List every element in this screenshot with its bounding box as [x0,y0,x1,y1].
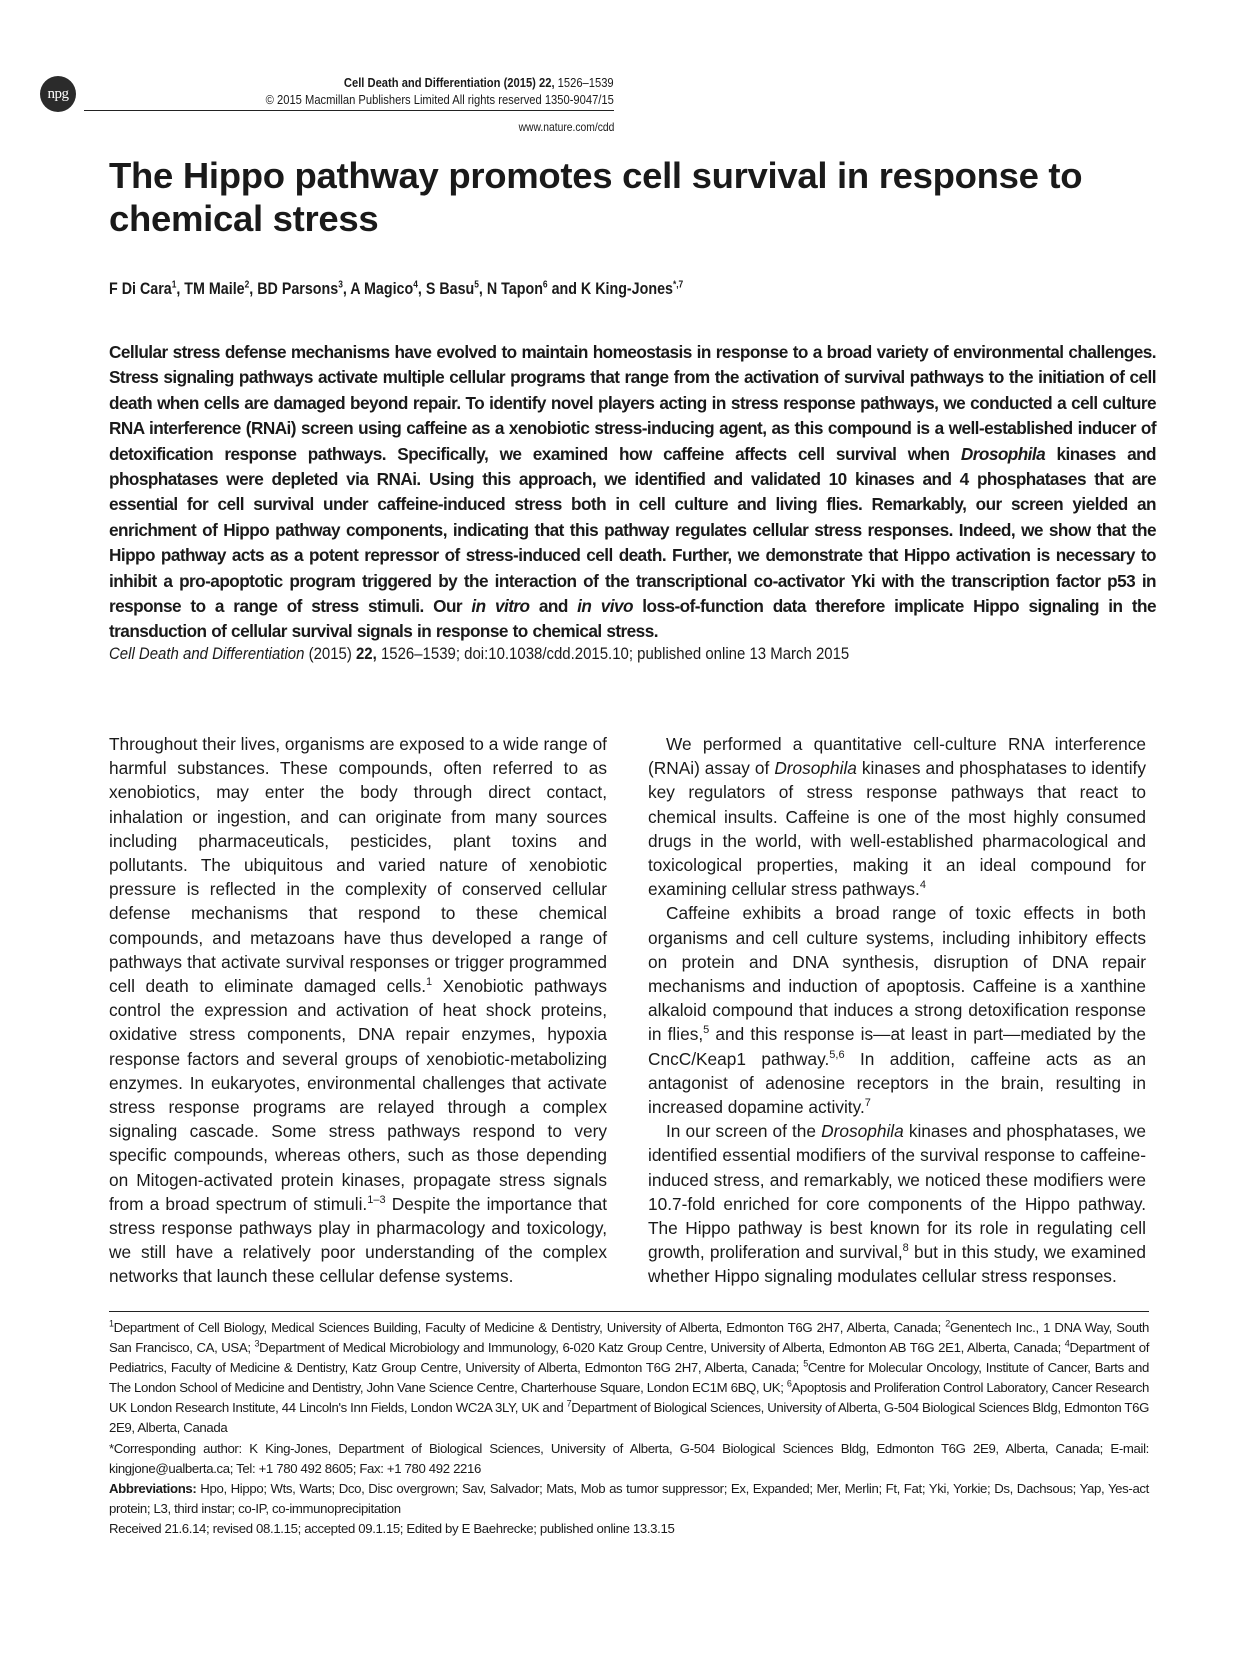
affiliation-number: 6 [786,1378,792,1389]
body-column-left [109,732,607,1289]
article-title: The Hippo pathway promotes cell survival in response to chemical stress [109,155,1083,239]
author-affiliation-mark: 5 [474,279,479,291]
affiliation-text: Department of Biological Sciences, University of Alberta, G-504 Biological Sciences Bldg, Edmonton T6G 2E9, Alberta, Canada [109,1400,1149,1436]
author: A Magico [350,279,414,298]
affiliation-text: Genentech Inc., 1 DNA Way, South San Francisco, CA, USA; [109,1320,1149,1356]
affiliation-number: 7 [566,1398,572,1409]
body-paragraph: Caffeine exhibits a broad range of toxic effects in both organisms and cell culture systems, including inhibitory effects on protein and DNA synthesis, disruption of DNA repair mechanisms and induction of apoptosis. Caffeine is a xanthine alkaloid compound that induces a strong detoxification response in flies,$^5$ and this response is—at least in part—mediated by the CncC/Keap1 pathway.$^{5,6}$ In addition, caffeine acts as an antagonist of adenosine receptors in the brain, resulting in increased dopamine activity.$^7$ [648,903,1146,1118]
body-paragraph: In our screen of the Drosophila kinases and phosphatases, we identified essential modifiers of the survival response to caffeine-induced stress, and remarkably, we noticed these modifiers were 10.7-fold enriched for core components of the Hippo pathway. The Hippo pathway is best known for its role in regulating cell growth, proliferation and survival,$^8$ but in this study, we examined whether Hippo signaling modulates cellular stress responses. [648,1121,1147,1287]
author-affiliation-mark: 2 [244,279,250,291]
journal-volume: 22, [539,75,555,90]
corresponding-author: *Corresponding author: K King-Jones, Department of Biological Sciences, University of Alberta, G-504 Biological Sciences Bldg, Edmonton T6G 2E9, Alberta, Canada; E-mail: kingjone@ualberta.ca; Tel: +1 780 492 8605; Fax: +1 780 492 2216 [109,1440,1149,1476]
journal-citation-line [160,74,614,91]
header-rule [84,110,614,111]
body-paragraph: We performed a quantitative cell-culture RNA interference (RNAi) assay of Drosophila kinases and phosphatases to identify key regulators of stress response pathways that react to chemical insults. Caffeine is one of the most highly consumed drugs in the world, with well-established pharmacological and toxicological properties, making it an ideal compound for examining cellular stress pathways.$^4$ [648,734,1146,900]
author-affiliation-mark: 3 [338,279,343,291]
journal-copyright: © 2015 Macmillan Publishers Limited All rights reserved 1350-9047/15 [265,92,614,107]
author: BD Parsons [257,279,339,298]
affiliation-number: 4 [1064,1338,1070,1349]
abbreviations: Abbreviations: Hpo, Hippo; Wts, Warts; Dco, Disc overgrown; Sav, Salvador; Mats, Mob as tumor suppressor; Ex, Expanded; Mer, Merlin; Ft, Fat; Yki, Yorkie; Ds, Dachsous; Yap, Yes-act protein; L3, third instar; co-IP, co-immunoprecipitation [109,1480,1149,1516]
footnote-rule [109,1311,1149,1312]
author-affiliation-mark: 1 [171,279,177,291]
footnotes [109,1318,1149,1539]
affiliation-text: Department of Pediatrics, Faculty of Medicine & Dentistry, Katz Group Centre, University of Alberta, Edmonton T6G 2H7, Alberta, Canada; [109,1340,1150,1376]
journal-name: Cell Death and Differentiation [344,75,501,90]
author: K King-Jones [580,279,673,298]
author: TM Maile [184,279,245,298]
affiliation-number: 1 [109,1318,114,1329]
abstract: Cellular stress defense mechanisms have evolved to maintain homeostasis in response to a broad variety of environmental challenges. Stress signaling pathways activate multiple cellular programs that range from the activation of survival pathways to the initiation of cell death when cells are damaged beyond repair. To identify novel players acting in stress response pathways, we conducted a cell culture RNA interference (RNAi) screen using caffeine as a xenobiotic stress-inducing agent, as this compound is a well-established inducer of detoxification response pathways. Specifically, we examined how caffeine affects cell survival when Drosophila kinases and phosphatases were depleted via RNAi. Using this approach, we identified and validated 10 kinases and 4 phosphatases that are essential for cell survival under caffeine-induced stress both in cell culture and living flies. Remarkably, our screen yielded an enrichment of Hippo pathway components, indicating that this pathway regulates cellular stress responses. Indeed, we show that the Hippo pathway acts as a potent repressor of stress-induced cell death. Further, we demonstrate that Hippo activation is necessary to inhibit a pro-apoptotic program triggered by the interaction of the transcriptional co-activator Yki with the transcription factor p53 in response to a range of stress stimuli. Our in vitro and in vivo loss-of-function data therefore implicate Hippo signaling in the transduction of cellular survival signals in response to chemical stress. [109,342,1157,642]
affiliation-text: Apoptosis and Proliferation Control Laboratory, Cancer Research UK London Research Institute, 44 Lincoln's Inn Fields, London WC2A 3LY, UK and [109,1380,1149,1416]
affiliation-text: Department of Cell Biology, Medical Sciences Building, Faculty of Medicine & Dentistry, University of Alberta, Edmonton T6G 2H7, Alberta, Canada; [113,1320,946,1335]
affiliation-text: Centre for Molecular Oncology, Institute of Cancer, Barts and The London School of Medicine and Dentistry, John Vane Science Centre, Charterhouse Square, London EC1M 6BQ, UK; [109,1360,1149,1396]
author-affiliation-mark: 4 [413,279,418,291]
publisher-logo: npg [40,76,76,112]
affiliation-number: 3 [254,1338,260,1349]
journal-header [160,74,614,108]
journal-pages: 1526–1539 [558,75,614,90]
received-dates: Received 21.6.14; revised 08.1.15; accepted 09.1.15; Edited by E Baehrecke; published online 13.3.15 [109,1520,675,1536]
author: S Basu [425,279,475,298]
affiliation-text: Department of Medical Microbiology and Immunology, 6-020 Katz Group Centre, University of Alberta, Edmonton AB T6G 2E1, Alberta, Canada; [259,1340,1065,1356]
affiliations [109,1318,1149,1439]
journal-url[interactable]: www.nature.com/cdd [518,120,614,134]
author: F Di Cara [109,279,172,298]
body-column-right [648,732,1146,1289]
author-list: F Di Cara$^1$, TM Maile$^2$, BD Parsons$^3$, A Magico$^4$, S Basu$^5$, N Tapon$^6$ and K King-Jones$^{*,7}$ [109,279,684,298]
journal-year: (2015) [503,75,537,90]
affiliation-number: 2 [945,1318,950,1329]
article-citation: Cell Death and Differentiation (2015) 22, 1526–1539; doi:10.1038/cdd.2015.10; published online 13 March 2015 [109,644,850,663]
author-affiliation-mark: *,7 [672,279,684,291]
affiliation-number: 5 [803,1358,808,1369]
author: N Tapon [486,279,543,298]
author-affiliation-mark: 6 [542,279,548,291]
body-paragraph: Throughout their lives, organisms are exposed to a wide range of harmful substances. These compounds, often referred to as xenobiotics, may enter the body through direct contact, inhalation or ingestion, and can originate from many sources including pharmaceuticals, pesticides, plant toxins and pollutants. The ubiquitous and varied nature of xenobiotic pressure is reflected in the complexity of conserved cellular defense mechanisms that respond to these chemical compounds, and metazoans have thus developed a range of pathways that activate survival responses or trigger programmed cell death to eliminate damaged cells.$^1$ Xenobiotic pathways control the expression and activation of heat shock proteins, oxidative stress components, DNA repair enzymes, hypoxia response factors and several groups of xenobiotic-metabolizing enzymes. In eukaryotes, environmental challenges that activate stress response programs are relayed through a complex signaling cascade. Some stress pathways respond to very specific compounds, whereas others, such as those depending on Mitogen-activated protein kinases, propagate stress signals from a broad spectrum of stimuli.$^{1-3}$ Despite the importance that stress response pathways play in pharmacology and toxicology, we still have a relatively poor understanding of the complex networks that launch these cellular defense systems. [109,734,608,1287]
